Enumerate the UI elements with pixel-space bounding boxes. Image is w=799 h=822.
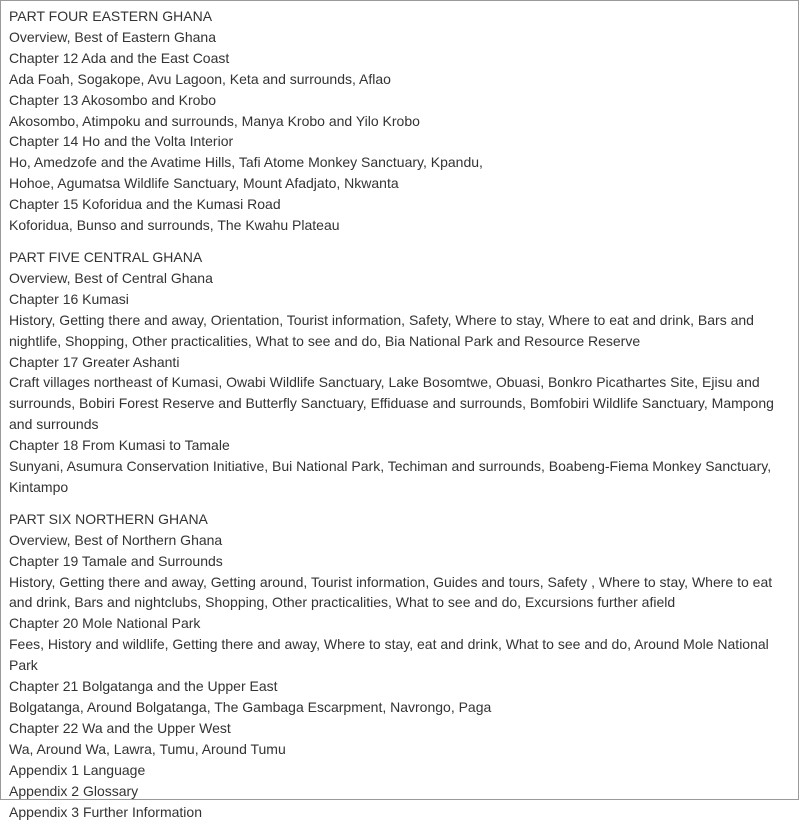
chapter-title: Chapter 12 Ada and the East Coast — [9, 49, 230, 66]
appendix-title: Appendix 2 Glossary — [9, 782, 139, 799]
part-title: PART SIX NORTHERN GHANA — [9, 510, 208, 527]
chapter-details: Akosombo, Atimpoku and surrounds, Manya Krobo and Yilo Krobo — [9, 112, 420, 129]
chapter-details: Hohoe, Agumatsa Wildlife Sanctuary, Mount Afadjato, Nkwanta — [9, 175, 399, 192]
chapter-title: Chapter 18 From Kumasi to Tamale — [9, 437, 230, 454]
part-title: PART FIVE CENTRAL GHANA — [9, 248, 203, 265]
table-of-contents — [1, 1, 798, 822]
part-five-section — [9, 247, 790, 498]
chapter-details: History, Getting there and away, Orientation, Tourist information, Safety, Where to stay, Where to eat and drink, Bars and nightlife, Shopping, Other practicalities, What to see and do, Bia National Park and Resource Reserve — [9, 311, 754, 349]
part-overview: Overview, Best of Northern Ghana — [9, 531, 223, 548]
chapter-title: Chapter 22 Wa and the Upper West — [9, 719, 231, 736]
chapter-title: Chapter 19 Tamale and Surrounds — [9, 552, 223, 569]
part-six-section — [9, 509, 790, 822]
chapter-title: Chapter 20 Mole National Park — [9, 615, 201, 632]
chapter-title: Chapter 13 Akosombo and Krobo — [9, 91, 217, 108]
chapter-title: Chapter 16 Kumasi — [9, 290, 129, 307]
part-overview: Overview, Best of Central Ghana — [9, 269, 213, 286]
appendix-title: Appendix 1 Language — [9, 761, 146, 778]
chapter-details: Craft villages northeast of Kumasi, Owabi Wildlife Sanctuary, Lake Bosomtwe, Obuasi, Bonkro Picathartes Site, Ejisu and surrounds, Bobiri Forest Reserve and Butterfly Sanctuary, Effiduase and surrounds, Bomfobiri Wildlife Sanctuary, Mampong and surrounds — [9, 374, 774, 433]
part-title: PART FOUR EASTERN GHANA — [9, 8, 213, 24]
chapter-title: Chapter 21 Bolgatanga and the Upper East — [9, 678, 278, 695]
appendix-title: Appendix 3 Further Information — [9, 803, 202, 820]
chapter-details: Ho, Amedzofe and the Avatime Hills, Tafi Atome Monkey Sanctuary, Kpandu, — [9, 154, 483, 171]
chapter-details: Fees, History and wildlife, Getting there and away, Where to stay, eat and drink, What to see and do, Around Mole National Park — [9, 636, 769, 674]
chapter-details: History, Getting there and away, Getting around, Tourist information, Guides and tours, Safety , Where to stay, Where to eat and drink, Bars and nightclubs, Shopping, Other practicalities, What to see and do, Excursions further afield — [9, 573, 773, 611]
part-overview: Overview, Best of Eastern Ghana — [9, 28, 216, 45]
chapter-details: Koforidua, Bunso and surrounds, The Kwahu Plateau — [9, 217, 340, 234]
chapter-title: Chapter 15 Koforidua and the Kumasi Road — [9, 196, 281, 213]
chapter-details: Bolgatanga, Around Bolgatanga, The Gambaga Escarpment, Navrongo, Paga — [9, 699, 492, 715]
chapter-details: Sunyani, Asumura Conservation Initiative, Bui National Park, Techiman and surrounds, Boabeng-Fiema Monkey Sanctuary, Kintampo — [9, 458, 772, 495]
chapter-details: Ada Foah, Sogakope, Avu Lagoon, Keta and surrounds, Aflao — [9, 70, 391, 87]
chapter-title: Chapter 14 Ho and the Volta Interior — [9, 133, 234, 150]
part-four-section — [9, 6, 790, 236]
chapter-title: Chapter 17 Greater Ashanti — [9, 353, 180, 370]
chapter-details: Wa, Around Wa, Lawra, Tumu, Around Tumu — [9, 740, 286, 757]
